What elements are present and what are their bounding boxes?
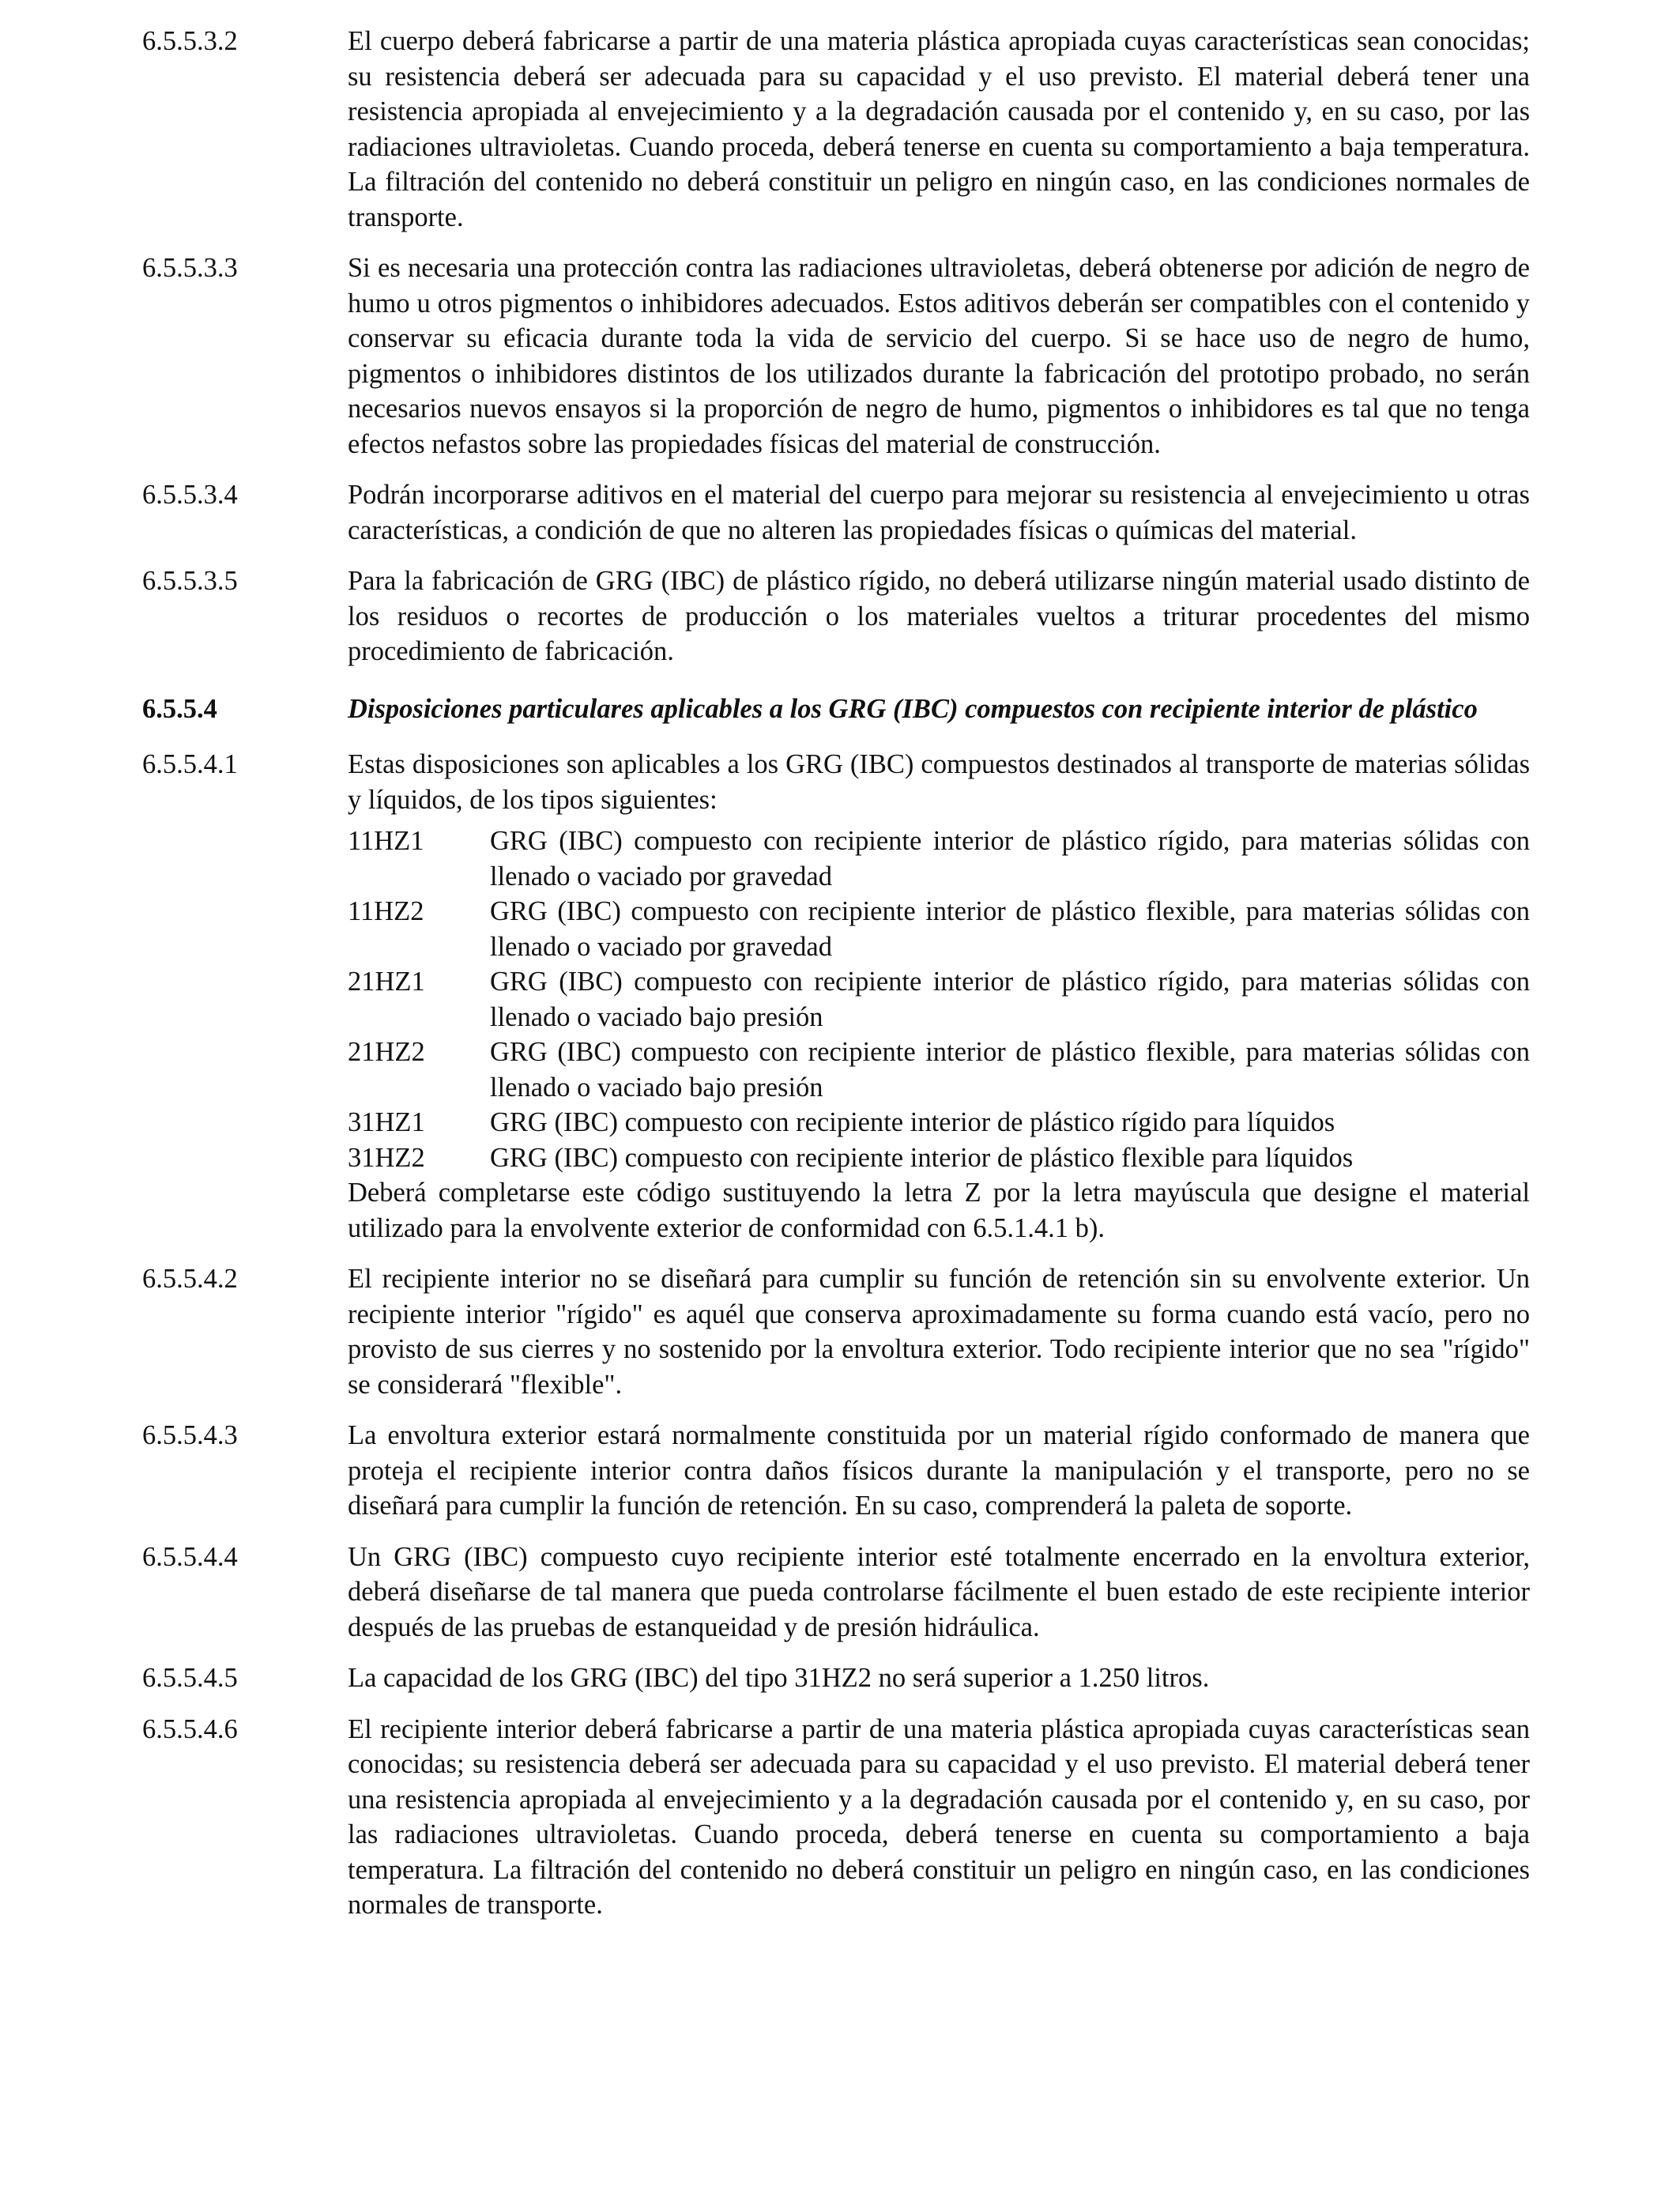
type-code-row — [348, 1140, 1530, 1176]
paragraph-text: El recipiente interior no se diseñará para cumplir su función de retención sin su envolvente exterior. Un recipiente interior "rígido" es aquél que conserva aproximadamente su forma cuando está vacío, pero no provisto de sus cierres y no sostenido por la envoltura exterior. Todo recipiente interior que no sea "rígido" se considerará "flexible". — [348, 1264, 1530, 1400]
paragraph-intro: Estas disposiciones son aplicables a los GRG (IBC) compuestos destinados al transporte de materias sólidas y líquidos, de los tipos siguientes: — [348, 749, 1530, 815]
paragraph-text: Un GRG (IBC) compuesto cuyo recipiente interior esté totalmente encerrado en la envoltura exterior, deberá diseñarse de tal manera que pueda controlarse fácilmente el buen estado de este recipiente interior después de las pruebas de estanqueidad y de presión hidráulica. — [348, 1541, 1530, 1642]
paragraph-6-5-5-4-2 — [142, 1261, 1530, 1402]
paragraph-number: 6.5.5.3.3 — [142, 253, 238, 283]
paragraph-6-5-5-4-1 — [142, 747, 1530, 1246]
paragraph-6-5-5-3-5 — [142, 564, 1530, 669]
type-code-row — [348, 1105, 1530, 1140]
type-code-row — [348, 824, 1530, 894]
type-code-row — [348, 964, 1530, 1035]
paragraph-6-5-5-4-6 — [142, 1712, 1530, 1923]
paragraph-text: La capacidad de los GRG (IBC) del tipo 31HZ2 no será superior a 1.250 litros. — [348, 1663, 1210, 1693]
paragraph-number: 6.5.5.3.2 — [142, 26, 238, 56]
paragraph-text: El cuerpo deberá fabricarse a partir de una materia plástica apropiada cuyas características sean conocidas; su resistencia deberá ser adecuada para su capacidad y el uso previsto. El material deberá tener una resistencia apropiada al envejecimiento y a la degradación causada por el contenido y, en su caso, por las radiaciones ultravioletas. Cuando proceda, deberá tenerse en cuenta su comportamiento a baja temperatura. La filtración del contenido no deberá constituir un peligro en ningún caso, en las condiciones normales de transporte. — [348, 26, 1530, 232]
type-code-description: GRG (IBC) compuesto con recipiente interior de plástico flexible, para materias sólidas con llenado o vaciado por gravedad — [490, 896, 1530, 962]
paragraph-number: 6.5.5.4.1 — [142, 749, 238, 779]
type-code-description: GRG (IBC) compuesto con recipiente interior de plástico rígido, para materias sólidas con llenado o vaciado por gravedad — [490, 826, 1530, 892]
paragraph-number: 6.5.5.4.5 — [142, 1663, 238, 1693]
paragraph-text: Podrán incorporarse aditivos en el material del cuerpo para mejorar su resistencia al envejecimiento u otras características, a condición de que no alteren las propiedades físicas o químicas del material. — [348, 480, 1530, 545]
paragraph-6-5-5-4-3 — [142, 1418, 1530, 1524]
type-code-list — [348, 824, 1530, 1175]
type-code: 21HZ2 — [348, 1037, 425, 1067]
paragraph-number: 6.5.5.4.4 — [142, 1541, 238, 1572]
type-code-description: GRG (IBC) compuesto con recipiente interior de plástico rígido para líquidos — [490, 1107, 1335, 1137]
paragraph-note: Deberá completarse este código sustituyendo la letra Z por la letra mayúscula que designe el material utilizado para la envolvente exterior de conformidad con 6.5.1.4.1 b). — [348, 1178, 1530, 1243]
type-code: 31HZ2 — [348, 1142, 425, 1173]
type-code-description: GRG (IBC) compuesto con recipiente interior de plástico flexible, para materias sólidas con llenado o vaciado bajo presión — [490, 1037, 1530, 1103]
paragraph-number: 6.5.5.4.3 — [142, 1420, 238, 1450]
section-number: 6.5.5.4 — [142, 693, 217, 724]
type-code: 31HZ1 — [348, 1107, 425, 1137]
paragraph-text: La envoltura exterior estará normalmente constituida por un material rígido conformado de manera que proteja el recipiente interior contra daños físicos durante la manipulación y el transporte, pero no se diseñará para cumplir la función de retención. En su caso, comprenderá la paleta de soporte. — [348, 1420, 1530, 1521]
paragraph-6-5-5-4-4 — [142, 1540, 1530, 1646]
type-code: 11HZ2 — [348, 896, 424, 926]
paragraph-number: 6.5.5.4.6 — [142, 1713, 238, 1744]
section-title: Disposiciones particulares aplicables a los GRG (IBC) compuestos con recipiente interior de plástico — [348, 693, 1478, 724]
paragraph-6-5-5-3-3 — [142, 251, 1530, 462]
paragraph-text: El recipiente interior deberá fabricarse a partir de una materia plástica apropiada cuyas características sean conocidas; su resistencia deberá ser adecuada para su capacidad y el uso previsto. El material deberá tener una resistencia apropiada al envejecimiento y a la degradación causada por el contenido y, en su caso, por las radiaciones ultravioletas. Cuando proceda, deberá tenerse en cuenta su comportamiento a baja temperatura. La filtración del contenido no deberá constituir un peligro en ningún caso, en las condiciones normales de transporte. — [348, 1713, 1530, 1920]
type-code-description: GRG (IBC) compuesto con recipiente interior de plástico flexible para líquidos — [490, 1142, 1354, 1173]
paragraph-body — [348, 747, 1530, 1246]
paragraph-number: 6.5.5.3.4 — [142, 480, 238, 510]
type-code-row — [348, 1035, 1530, 1105]
section-heading-6-5-5-4 — [142, 692, 1530, 727]
type-code: 11HZ1 — [348, 826, 424, 856]
paragraph-number: 6.5.5.3.5 — [142, 566, 238, 596]
paragraph-6-5-5-3-4 — [142, 477, 1530, 548]
type-code-description: GRG (IBC) compuesto con recipiente interior de plástico rígido, para materias sólidas con llenado o vaciado bajo presión — [490, 967, 1530, 1032]
type-code: 21HZ1 — [348, 967, 425, 997]
paragraph-text: Para la fabricación de GRG (IBC) de plástico rígido, no deberá utilizarse ningún material usado distinto de los residuos o recortes de producción o los materiales vueltos a triturar procedentes del mismo procedimiento de fabricación. — [348, 566, 1530, 666]
paragraph-6-5-5-3-2 — [142, 24, 1530, 235]
paragraph-6-5-5-4-5 — [142, 1661, 1530, 1696]
type-code-row — [348, 894, 1530, 964]
paragraph-number: 6.5.5.4.2 — [142, 1264, 238, 1294]
paragraph-text: Si es necesaria una protección contra las radiaciones ultravioletas, deberá obtenerse por adición de negro de humo u otros pigmentos o inhibidores adecuados. Estos aditivos deberán ser compatibles con el contenido y conservar su eficacia durante toda la vida de servicio del cuerpo. Si se hace uso de negro de humo, pigmentos o inhibidores distintos de los utilizados durante la fabricación del prototipo probado, no serán necesarios nuevos ensayos si la proporción de negro de humo, pigmentos o inhibidores es tal que no tenga efectos nefastos sobre las propiedades físicas del material de construcción. — [348, 253, 1530, 459]
